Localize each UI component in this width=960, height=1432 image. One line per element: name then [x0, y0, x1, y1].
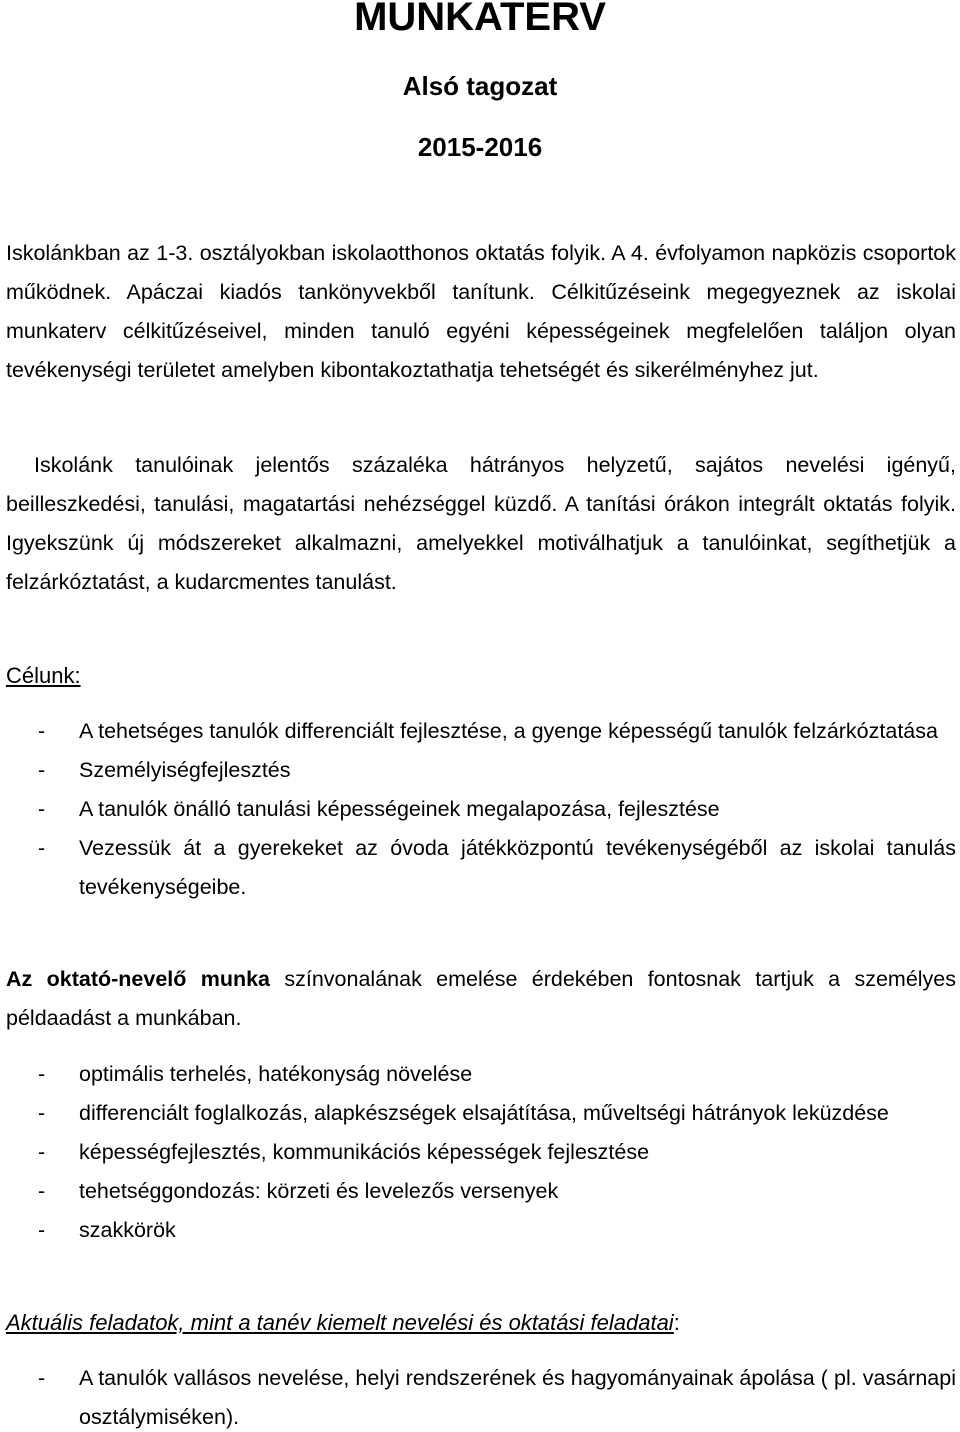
list-item-text: A tehetséges tanulók differenciált fejlesztése, a gyenge képességű tanulók felzárkóztatása [79, 719, 938, 743]
document-subtitle: Alsó tagozat [402, 71, 558, 101]
goals-list [6, 712, 956, 907]
list-dash: - [38, 797, 46, 821]
students-paragraph: Iskolánk tanulóinak jelentős százaléka hátrányos helyzetű, sajátos nevelési igényű, beilleszkedési, tanulási, magatartási nehézséggel küzdő. A tanítási órákon integrált oktatás folyik. Igyekszünk új módszereket alkalmazni, amelyekkel motiválhatjuk a tanulóinkat, segíthetjük a felzárkóztatást, a kudarcmentes tanulást. [6, 453, 956, 594]
list-dash: - [38, 719, 46, 743]
goals-heading: Célunk: [6, 663, 81, 688]
tasks-heading-line [6, 1303, 680, 1342]
education-bold-lead: Az oktató-nevelő munka [6, 967, 271, 991]
list-item-text: differenciált foglalkozás, alapkészségek elsajátítása, műveltségi hátrányok leküzdése [79, 1101, 889, 1125]
education-paragraph [6, 960, 956, 1038]
tasks-heading-colon: : [673, 1310, 680, 1335]
list-item [6, 1359, 956, 1432]
list-item [6, 1055, 956, 1094]
list-item-text: képességfejlesztés, kommunikációs képességek fejlesztése [79, 1140, 650, 1164]
list-dash: - [38, 1366, 46, 1390]
list-item-text: Vezessük át a gyerekeket az óvoda játékközpontú tevékenységéből az iskolai tanulás tevékenységeibe. [79, 836, 956, 899]
list-dash: - [38, 836, 46, 860]
document-title: MUNKATERV [354, 0, 606, 39]
tasks-list [6, 1359, 956, 1432]
list-dash: - [38, 1101, 46, 1125]
list-item-text: szakkörök [79, 1218, 176, 1242]
list-dash: - [38, 758, 46, 782]
tasks-heading: Aktuális feladatok, mint a tanév kiemelt nevelési és oktatási feladatai [6, 1310, 674, 1335]
list-item [6, 829, 956, 907]
education-list [6, 1055, 956, 1250]
list-item [6, 1172, 956, 1211]
list-item [6, 1211, 956, 1250]
education-paragraph-text: színvonalának emelése érdekében fontosnak tartjuk a személyes példaadást a munkában. [6, 967, 957, 1030]
list-dash: - [38, 1218, 46, 1242]
list-item-text: tehetséggondozás: körzeti és levelezős versenyek [79, 1179, 559, 1203]
intro-paragraph: Iskolánkban az 1-3. osztályokban iskolaotthonos oktatás folyik. A 4. évfolyamon napközis csoportok működnek. Apáczai kiadós tankönyvekből tanítunk. Célkitűzéseink megegyeznek az iskolai munkaterv célkitűzéseivel, minden tanuló egyéni képességeinek megfelelően találjon olyan tevékenységi területet amelyben kibontakoztathatja tehetségét és sikerélményhez jut. [6, 241, 956, 382]
list-dash: - [38, 1062, 46, 1086]
list-item [6, 790, 956, 829]
list-dash: - [38, 1179, 46, 1203]
list-item [6, 1133, 956, 1172]
list-item [6, 712, 956, 751]
school-year: 2015-2016 [417, 132, 543, 162]
list-item-text: A tanulók vallásos nevelése, helyi rendszerének és hagyományainak ápolása ( pl. vasárnapi osztálymiséken). [79, 1366, 956, 1429]
list-item-text: optimális terhelés, hatékonyság növelése [79, 1062, 473, 1086]
list-item [6, 751, 956, 790]
list-dash: - [38, 1140, 46, 1164]
list-item-text: Személyiségfejlesztés [79, 758, 291, 782]
list-item [6, 1094, 956, 1133]
list-item-text: A tanulók önálló tanulási képességeinek megalapozása, fejlesztése [79, 797, 720, 821]
